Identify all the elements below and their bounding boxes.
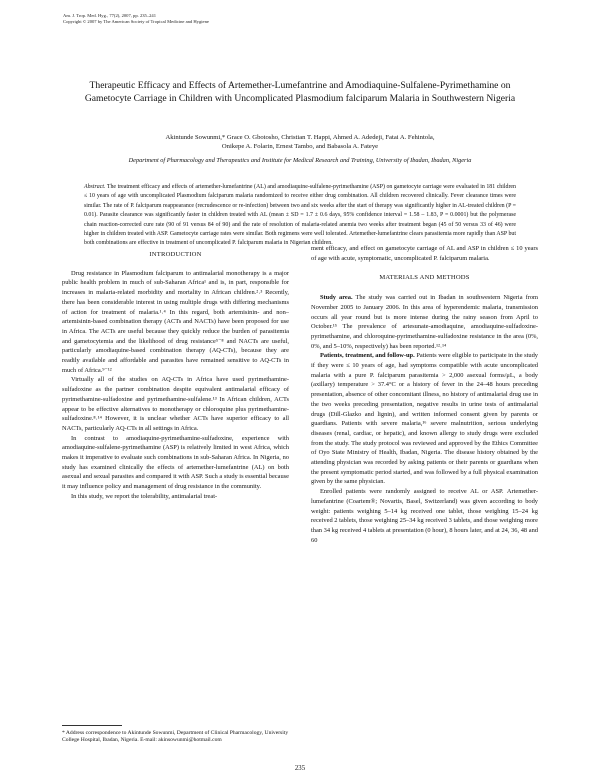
intro-continuation: ment efficacy, and effect on gametocyte carriage of AL and ASP in children ≤ 10 years of age with acute, symptomatic, uncomplicated P. falciparum malaria. — [311, 245, 538, 262]
running-head-copyright: Copyright © 2007 by The American Society of Tropical Medicine and Hygiene — [63, 19, 209, 24]
study-area-run-in: Study area. — [320, 294, 353, 302]
methods-heading: MATERIALS AND METHODS — [379, 274, 470, 282]
right-column — [311, 244, 538, 545]
footnote-rule — [62, 725, 122, 726]
patients-run-in: Patients, treatment, and follow-up. — [320, 352, 415, 360]
author-line-1: Akintunde Sowunmi,* Grace O. Gbotosho, Christian T. Happi, Ahmed A. Adedeji, Fatai A. Fehintola, — [165, 134, 435, 141]
abstract-text: The treatment efficacy and effects of artemether-lumefantrine (AL) and amodiaquine-sulfalene-pyrimethamine (ASP) on gametocyte carriage were evaluated in 181 children ≤ 10 years of age with uncomplicated Plasmodium falciparum malaria randomized to receive either drug combination. All children recovered clinically. Fever clearance times were similar. The rate of P. falciparum reappearance (recrudescence or re-infection) between two and six weeks after the start of therapy was significantly higher in AL-treated children (P = 0.01). Parasite clearance was significantly faster in children treated with AL (mean ± SD = 1.7 ± 0.6 days, 95% confidence interval = 1.58 – 1.83, P = 0.0001) but the polymerase chain reaction-corrected cure rate (90 of 91 versus 84 of 90) and the rate of resolution of malaria-related anemia two weeks after treatment began (45 of 50 versus 33 of 46) were higher in children treated with ASP. Gametocyte carriage rates were similar. Both regimens were well tolerated. Artemether-lumefantrine clears parasitemia more rapidly than ASP but both combinations are effective in treatment of uncomplicated P. falciparum malaria in Nigerian children. — [84, 184, 516, 247]
intro-paragraph-3: In contrast to amodiaquine-pyrimethamine-sulfadoxine, experience with amodiaquine-sulfalene-pyrimethamine (ASP) is relatively limited in west Africa, which makes it imperative to evaluate such combinations in sub-Saharan Africa. In Nigeria, no study has examined clinically the effects of artemether-lumefantrine (AL) on both asexual and sexual parasites and compared it with ASP. Such a study is essential because it may influence policy and management of drug resistance in the community. — [62, 434, 289, 491]
intro-paragraph-1: Drug resistance in Plasmodium falciparum to antimalarial monotherapy is a major public health problem in much of sub-Saharan Africa¹ and is, in part, responsible for increases in malaria-related morbidity and mortality in African children.²˒³ Recently, there has been considerable interest in using multiple drugs with differing mechanisms of action for treatment of malaria.¹˒⁴ In this regard, both artemisinin- and non–artemisinin-based combination therapy (ACTs and NACTs) have been proposed for use in Africa. The ACTs are useful because they quickly reduce the burden of parasitemia and gametocytemia and the likelihood of drug resistance⁵⁻⁸ and NACTs are useful, particularly amodiaquine-based combination therapy (AQ-CTs), because they are readily available and affordable and parasites have remained sensitive to AQ-CTs in much of Africa.⁹⁻¹² — [62, 269, 289, 374]
author-list — [70, 133, 530, 151]
abstract-label: Abstract. — [84, 184, 106, 190]
left-column — [62, 250, 289, 502]
patients-paragraph — [311, 351, 538, 487]
abstract — [84, 183, 516, 249]
study-area-paragraph — [311, 293, 538, 351]
running-head-citation: Am. J. Trop. Med. Hyg., 77(2), 2007, pp. 235–241 — [63, 13, 157, 18]
article-title: Therapeutic Efficacy and Effects of Artemether-Lumefantrine and Amodiaquine-Sulfalene-Pyrimethamine on Gametocyte Carriage in Children with Uncomplicated Plasmodium falciparum Malaria in Southwestern Nigeria — [84, 80, 516, 104]
correspondence-footnote: * Address correspondence to Akintunde Sowunmi, Department of Clinical Pharmacology, University College Hospital, Ibadan, Nigeria. E-mail: akinsowunmi@hotmail.com — [62, 730, 289, 744]
running-head — [63, 13, 363, 25]
page-number: 235 — [294, 765, 306, 772]
author-line-2: Onikepe A. Folarin, Ernest Tambo, and Babasola A. Fateye — [221, 143, 379, 150]
enrolled-paragraph: Enrolled patients were randomly assigned to receive AL or ASP. Artemether-lumefantrine (Coartem®; Novartis, Basel, Switzerland) was given according to body weight: patients weighing 5–14 kg received one tablet, those weighing 15–24 kg received 2 tablets, those weighing 25–34 kg received 3 tablets, and those weighing more than 34 kg received 4 tablets at presentation (0 hour), 8 hours later, and at 24, 36, 48 and 60 — [311, 488, 538, 544]
study-area-text: The study was carried out in Ibadan in southwestern Nigeria from November 2005 to January 2006. In this area of hyperendemic malaria, transmission occurs all year round but is more intense during the rainy season from April to October.¹⁵ The prevalence of artesunate-amodiaquine, amodiaquine-sulfadoxine-pyrimethamine, and chloroquine-pyrimethamine-sulfadoxine resistance in the area (0%, 0%, and 5–10%, respectively) has been reported.¹²˒¹⁴ — [311, 294, 538, 350]
author-affiliation: Department of Pharmacology and Therapeutics and Institute for Medical Research and Training, University of Ibadan, Ibadan, Nigeria — [128, 157, 472, 164]
intro-paragraph-2: Virtually all of the studies on AQ-CTs in Africa have used pyrimethamine-sulfadoxine as the partner combination despite equivalent antimalarial efficacy of pyrimethamine-sulfadoxine and pyrimethamine-sulfalene.¹³ In African children, ACTs appear to be effective alternatives to monotherapy or chloroquine plus pyrimethamine-sulfadoxine.⁸˒¹⁴ However, it is unclear whether ACTs have superior efficacy to all NACTs, particularly AQ-CTs in all settings in Africa. — [62, 376, 289, 432]
patients-text: Patients were eligible to participate in the study if they were ≤ 10 years of age, had symptoms compatible with acute uncomplicated malaria with a pure P. falciparum parasitemia > 2,000 asexual forms/μL, a body (axillary) temperature > 37.4°C or a history of fever in the 24–48 hours preceding presentation, absence of other concomitant illness, no history of antimalarial drug use in the two weeks preceding presentation, negative results in urine tests of antimalarial drugs (Dill-Glazko and lignin), and written informed consent given by parents or guardians. Patients with severe malaria,¹⁶ severe malnutrition, serious underlying diseases (renal, cardiac, or hepatic), and known allergy to study drugs were excluded from the study. The study protocol was reviewed and approved by the Ethics Committee of Oyo State Ministry of Health, Ibadan, Nigeria. The disease history obtained by the attending physician was recorded by asking patients or their parents or guardians when the present symptomatic period started, and was followed by a full physical examination given by the same physician. — [311, 352, 538, 486]
intro-paragraph-4: In this study, we report the tolerability, antimalarial treat- — [71, 492, 218, 500]
introduction-heading: INTRODUCTION — [149, 251, 202, 258]
